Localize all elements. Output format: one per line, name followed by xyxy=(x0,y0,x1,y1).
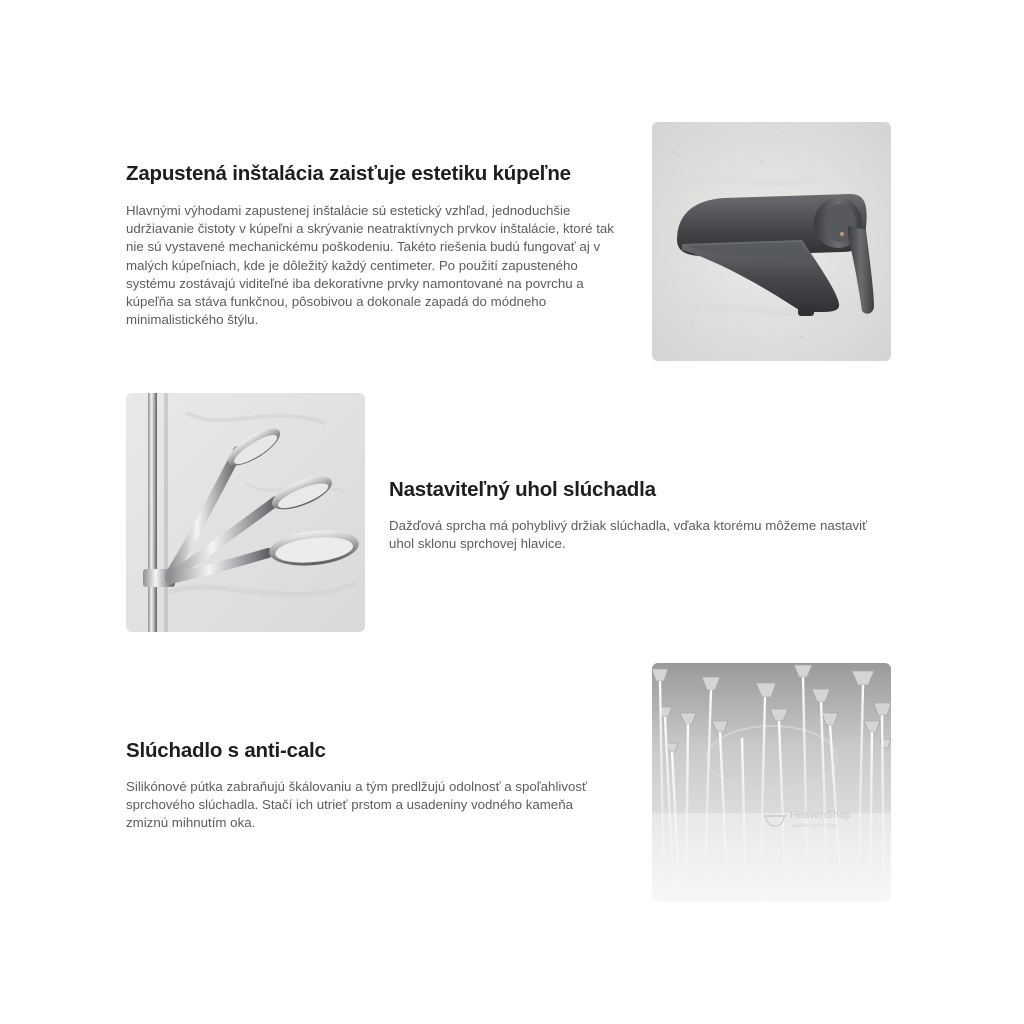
feature-title: Nastaviteľný uhol slúchadla xyxy=(389,478,656,501)
hand-shower-image xyxy=(126,393,365,632)
feature-title: Zapustená inštalácia zaisťuje estetiku kúpeľne xyxy=(126,162,571,185)
feature-description: Hlavnými výhodami zapustenej inštalácie sú estetický vzhľad, jednoduchšie udržiavanie čistoty v kúpeľni a skrývanie neatraktívnych prvkov inštalácie, ktoré tak nie sú vystavené mechanickému poškodeniu. Takéto riešenia budú fungovať aj v malých kúpeľniach, kde je dôležitý každý centimeter. Po použití zapusteného systému zostávajú viditeľné iba dekoratívne prvky namontované na povrchu a kúpeľňa sa stáva funkčnou, pôsobivou a dokonale zapadá do módneho minimalistického štýlu. xyxy=(126,203,614,328)
feature-title: Slúchadlo s anti-calc xyxy=(126,739,326,762)
feature-description: Dažďová sprcha má pohyblivý držiak slúchadla, vďaka ktorému môžeme nastaviť uhol sklonu sprchovej hlavice. xyxy=(389,518,868,552)
wall-mixer-image xyxy=(652,122,891,361)
watermark-tagline: kúpeľne našich snov xyxy=(792,823,837,829)
watermark-brand: HeavenShop xyxy=(790,809,851,821)
feature-description: Silikónové pútka zabraňujú škálovaniu a tým predlžujú odolnosť a spoľahlivosť sprchového slúchadla. Stačí ich utrieť prstom a usadeniny vodného kameňa zmiznú mihnutím oka. xyxy=(126,779,588,831)
anti-calc-nozzles-image xyxy=(652,663,891,902)
